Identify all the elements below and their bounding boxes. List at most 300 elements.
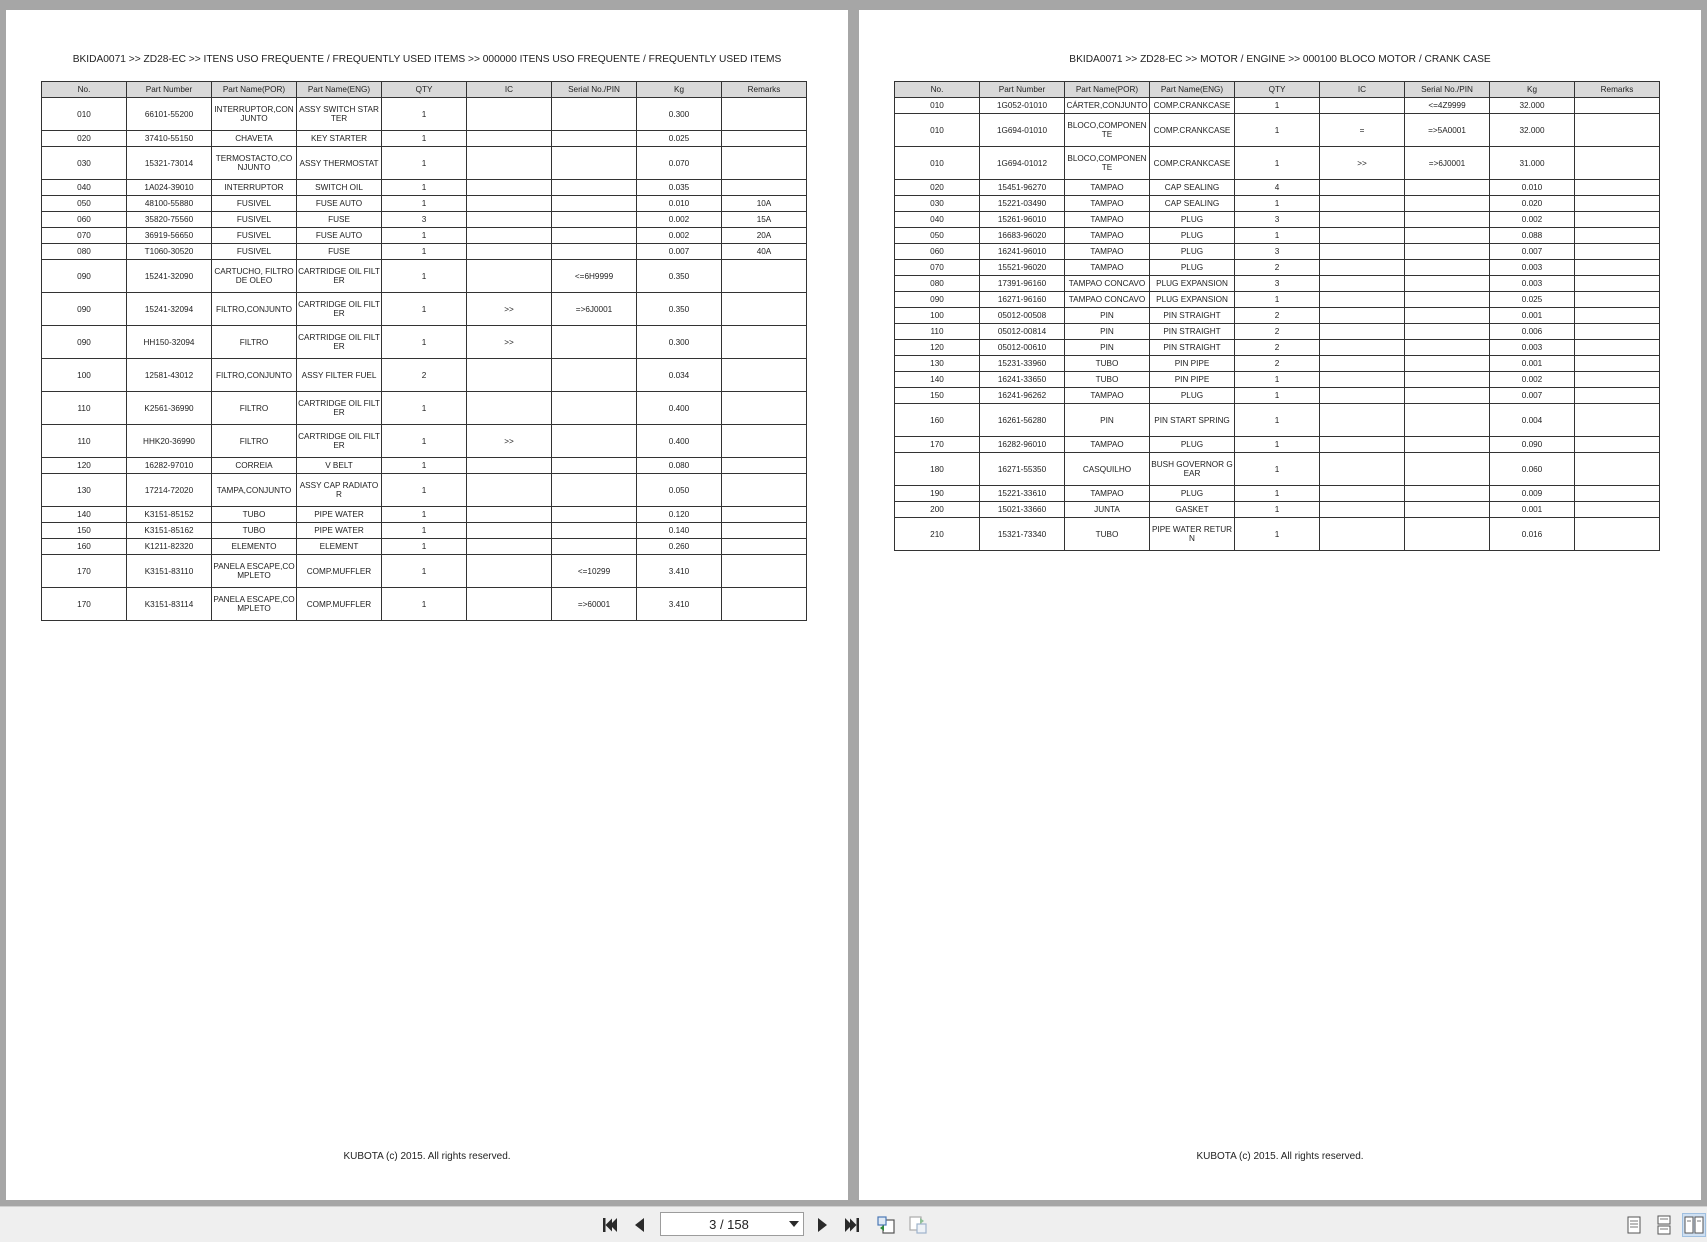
table-cell: 20A xyxy=(722,228,807,244)
table-cell: 1 xyxy=(1235,147,1320,180)
table-cell xyxy=(1575,324,1660,340)
table-cell: 090 xyxy=(895,292,980,308)
table-cell xyxy=(1405,196,1490,212)
table-cell: =>6J0001 xyxy=(552,293,637,326)
table-cell: =>60001 xyxy=(552,588,637,621)
column-header: Part Name(ENG) xyxy=(297,82,382,98)
table-cell: FILTRO xyxy=(212,326,297,359)
table-cell: >> xyxy=(467,326,552,359)
table-cell: 030 xyxy=(895,196,980,212)
table-cell xyxy=(1575,228,1660,244)
document-page-left xyxy=(6,10,848,1200)
table-cell: 2 xyxy=(1235,260,1320,276)
table-cell xyxy=(722,555,807,588)
table-cell: 17391-96160 xyxy=(980,276,1065,292)
table-cell: 15241-32094 xyxy=(127,293,212,326)
table-row xyxy=(895,180,1660,196)
table-cell xyxy=(552,196,637,212)
table-cell xyxy=(1320,196,1405,212)
table-cell: PIPE WATER RETURN xyxy=(1150,518,1235,551)
table-cell xyxy=(467,228,552,244)
forward-view-button[interactable] xyxy=(906,1213,930,1237)
first-page-icon xyxy=(601,1216,619,1234)
table-row xyxy=(42,196,807,212)
table-cell: 10A xyxy=(722,196,807,212)
table-cell xyxy=(1320,388,1405,404)
table-cell: 1 xyxy=(1235,98,1320,114)
table-cell xyxy=(467,180,552,196)
table-cell: 170 xyxy=(895,437,980,453)
table-cell xyxy=(1320,212,1405,228)
table-cell: COMP.MUFFLER xyxy=(297,555,382,588)
table-cell: 080 xyxy=(42,244,127,260)
table-cell xyxy=(722,507,807,523)
table-cell xyxy=(1405,260,1490,276)
table-cell xyxy=(552,147,637,180)
table-cell xyxy=(1405,180,1490,196)
table-cell: 3 xyxy=(382,212,467,228)
table-row xyxy=(42,212,807,228)
table-cell: CARTUCHO, FILTRO DE OLEO xyxy=(212,260,297,293)
table-cell xyxy=(1575,212,1660,228)
column-header: Part Name(ENG) xyxy=(1150,82,1235,98)
back-view-icon xyxy=(876,1215,896,1235)
table-cell xyxy=(722,98,807,131)
table-cell: TUBO xyxy=(1065,356,1150,372)
table-cell: PIN xyxy=(1065,308,1150,324)
table-cell: 1 xyxy=(1235,114,1320,147)
table-cell: 0.035 xyxy=(637,180,722,196)
table-row xyxy=(895,502,1660,518)
table-cell: 120 xyxy=(895,340,980,356)
table-cell: 090 xyxy=(42,293,127,326)
table-cell: ELEMENTO xyxy=(212,539,297,555)
table-cell: FUSIVEL xyxy=(212,228,297,244)
first-page-button[interactable] xyxy=(598,1213,622,1237)
table-cell xyxy=(552,228,637,244)
table-cell xyxy=(1405,356,1490,372)
table-cell: 020 xyxy=(895,180,980,196)
table-cell: 1 xyxy=(382,555,467,588)
table-cell: 15241-32090 xyxy=(127,260,212,293)
table-row xyxy=(895,228,1660,244)
table-cell: 0.002 xyxy=(1490,212,1575,228)
table-cell: 060 xyxy=(42,212,127,228)
table-row xyxy=(895,324,1660,340)
table-cell: 15231-33960 xyxy=(980,356,1065,372)
table-row xyxy=(895,212,1660,228)
table-cell: 1 xyxy=(382,539,467,555)
table-cell: 05012-00814 xyxy=(980,324,1065,340)
table-cell: 0.300 xyxy=(637,326,722,359)
table-cell xyxy=(722,260,807,293)
table-cell: 15A xyxy=(722,212,807,228)
table-row xyxy=(895,308,1660,324)
table-cell: 2 xyxy=(1235,356,1320,372)
table-cell: 1 xyxy=(382,326,467,359)
parts-table xyxy=(41,81,807,621)
table-cell: 0.006 xyxy=(1490,324,1575,340)
table-cell: COMP.CRANKCASE xyxy=(1150,147,1235,180)
table-cell xyxy=(1320,324,1405,340)
table-row xyxy=(42,539,807,555)
table-cell: PLUG xyxy=(1150,244,1235,260)
table-cell xyxy=(1320,180,1405,196)
table-cell: 100 xyxy=(42,359,127,392)
table-cell: 0.090 xyxy=(1490,437,1575,453)
table-cell: 05012-00610 xyxy=(980,340,1065,356)
table-row xyxy=(895,114,1660,147)
previous-page-icon xyxy=(631,1216,649,1234)
table-cell: 210 xyxy=(895,518,980,551)
table-cell: 16271-55350 xyxy=(980,453,1065,486)
table-cell xyxy=(467,212,552,228)
table-cell: FUSE AUTO xyxy=(297,228,382,244)
table-cell: INTERRUPTOR xyxy=(212,180,297,196)
column-header: Part Number xyxy=(127,82,212,98)
column-header: QTY xyxy=(382,82,467,98)
table-cell xyxy=(552,539,637,555)
table-cell xyxy=(1405,437,1490,453)
table-cell: PIN xyxy=(1065,404,1150,437)
table-cell: 0.025 xyxy=(637,131,722,147)
table-cell: 3 xyxy=(1235,244,1320,260)
table-cell xyxy=(1575,114,1660,147)
table-cell xyxy=(722,131,807,147)
table-cell: 0.070 xyxy=(637,147,722,180)
table-cell: 0.260 xyxy=(637,539,722,555)
table-cell: 0.003 xyxy=(1490,260,1575,276)
table-cell: >> xyxy=(467,293,552,326)
table-cell: ASSY SWITCH STARTER xyxy=(297,98,382,131)
table-cell: 0.007 xyxy=(1490,388,1575,404)
table-cell xyxy=(1320,98,1405,114)
table-cell: CARTRIDGE OIL FILTER xyxy=(297,392,382,425)
table-row xyxy=(895,196,1660,212)
table-cell: 1 xyxy=(1235,228,1320,244)
table-row xyxy=(42,507,807,523)
table-cell xyxy=(552,359,637,392)
next-page-button[interactable] xyxy=(810,1213,834,1237)
continuous-view-button[interactable] xyxy=(1652,1213,1676,1237)
table-cell: CHAVETA xyxy=(212,131,297,147)
table-cell: 15321-73014 xyxy=(127,147,212,180)
table-cell: PLUG EXPANSION xyxy=(1150,276,1235,292)
table-cell: 16241-96262 xyxy=(980,388,1065,404)
table-row xyxy=(895,340,1660,356)
table-cell: 150 xyxy=(895,388,980,404)
table-row xyxy=(895,147,1660,180)
table-cell: ELEMENT xyxy=(297,539,382,555)
table-cell xyxy=(1320,404,1405,437)
table-cell: GASKET xyxy=(1150,502,1235,518)
table-cell xyxy=(1575,98,1660,114)
table-cell xyxy=(1405,486,1490,502)
table-cell: TUBO xyxy=(1065,372,1150,388)
table-cell xyxy=(1575,453,1660,486)
single-page-view-button[interactable] xyxy=(1622,1213,1646,1237)
table-cell: KEY STARTER xyxy=(297,131,382,147)
table-cell: 0.007 xyxy=(1490,244,1575,260)
table-cell xyxy=(552,392,637,425)
table-row xyxy=(42,147,807,180)
table-cell: 1 xyxy=(382,474,467,507)
table-cell: 070 xyxy=(895,260,980,276)
table-cell xyxy=(1405,324,1490,340)
last-page-button[interactable] xyxy=(840,1213,864,1237)
table-cell: 0.140 xyxy=(637,523,722,539)
table-cell xyxy=(467,507,552,523)
table-cell: T1060-30520 xyxy=(127,244,212,260)
continuous-page-icon xyxy=(1656,1215,1672,1235)
table-row xyxy=(895,437,1660,453)
table-cell: =>6J0001 xyxy=(1405,147,1490,180)
table-cell: TAMPAO xyxy=(1065,244,1150,260)
table-cell: 0.020 xyxy=(1490,196,1575,212)
table-cell: 1 xyxy=(382,244,467,260)
table-cell: INTERRUPTOR,CONJUNTO xyxy=(212,98,297,131)
table-cell: 0.400 xyxy=(637,392,722,425)
table-cell xyxy=(1575,388,1660,404)
table-cell: 32.000 xyxy=(1490,98,1575,114)
table-cell: 2 xyxy=(1235,340,1320,356)
table-cell: 3 xyxy=(1235,276,1320,292)
table-cell xyxy=(1320,292,1405,308)
table-cell: 0.001 xyxy=(1490,502,1575,518)
table-cell: 4 xyxy=(1235,180,1320,196)
table-cell: HHK20-36990 xyxy=(127,425,212,458)
table-row xyxy=(42,131,807,147)
table-cell xyxy=(1405,244,1490,260)
table-cell xyxy=(1575,147,1660,180)
table-cell: 0.016 xyxy=(1490,518,1575,551)
table-cell: COMP.CRANKCASE xyxy=(1150,114,1235,147)
table-cell: FILTRO xyxy=(212,425,297,458)
table-cell: 0.350 xyxy=(637,260,722,293)
table-cell: PIN STRAIGHT xyxy=(1150,340,1235,356)
table-row xyxy=(895,372,1660,388)
table-cell: 66101-55200 xyxy=(127,98,212,131)
table-cell: 37410-55150 xyxy=(127,131,212,147)
table-cell: PIPE WATER xyxy=(297,523,382,539)
table-cell: CARTRIDGE OIL FILTER xyxy=(297,293,382,326)
page-dropdown-button[interactable] xyxy=(785,1221,803,1227)
table-cell: 1 xyxy=(382,458,467,474)
table-cell: 080 xyxy=(895,276,980,292)
table-cell: 0.034 xyxy=(637,359,722,392)
table-cell: 2 xyxy=(1235,308,1320,324)
table-cell: PLUG xyxy=(1150,437,1235,453)
table-cell: 0.400 xyxy=(637,425,722,458)
table-cell: 0.002 xyxy=(637,228,722,244)
table-cell xyxy=(722,392,807,425)
table-cell: 1 xyxy=(382,507,467,523)
table-cell xyxy=(722,425,807,458)
table-cell: 2 xyxy=(1235,324,1320,340)
table-cell: FILTRO xyxy=(212,392,297,425)
column-header: No. xyxy=(42,82,127,98)
table-cell: PIN xyxy=(1065,340,1150,356)
table-cell: 0.009 xyxy=(1490,486,1575,502)
table-cell: 010 xyxy=(895,98,980,114)
table-cell: 140 xyxy=(42,507,127,523)
table-cell: 070 xyxy=(42,228,127,244)
table-cell xyxy=(722,147,807,180)
table-cell xyxy=(1405,518,1490,551)
table-header-row xyxy=(42,82,807,98)
table-cell: 020 xyxy=(42,131,127,147)
table-cell: 010 xyxy=(42,98,127,131)
table-cell: 1G052-01010 xyxy=(980,98,1065,114)
column-header: Kg xyxy=(1490,82,1575,98)
table-cell xyxy=(1405,292,1490,308)
table-cell: CÁRTER,CONJUNTO xyxy=(1065,98,1150,114)
table-row xyxy=(42,293,807,326)
table-cell: CORREIA xyxy=(212,458,297,474)
table-cell: 0.025 xyxy=(1490,292,1575,308)
table-header-row xyxy=(895,82,1660,98)
table-cell: 1 xyxy=(1235,372,1320,388)
table-cell xyxy=(1575,356,1660,372)
table-cell: SWITCH OIL xyxy=(297,180,382,196)
table-cell: 1 xyxy=(382,523,467,539)
table-cell: PIN PIPE xyxy=(1150,372,1235,388)
table-cell xyxy=(1405,212,1490,228)
table-cell: FILTRO,CONJUNTO xyxy=(212,293,297,326)
table-cell xyxy=(1320,502,1405,518)
table-cell: PIN PIPE xyxy=(1150,356,1235,372)
table-cell: >> xyxy=(467,425,552,458)
table-cell: PLUG xyxy=(1150,388,1235,404)
table-cell: TAMPAO xyxy=(1065,437,1150,453)
column-header: Remarks xyxy=(1575,82,1660,98)
table-cell: 16241-33650 xyxy=(980,372,1065,388)
table-cell: TAMPAO xyxy=(1065,486,1150,502)
table-cell: 040 xyxy=(42,180,127,196)
table-cell: 0.004 xyxy=(1490,404,1575,437)
table-cell: CARTRIDGE OIL FILTER xyxy=(297,260,382,293)
table-cell: >> xyxy=(1320,147,1405,180)
table-cell: K1211-82320 xyxy=(127,539,212,555)
table-cell: PLUG EXPANSION xyxy=(1150,292,1235,308)
table-cell: COMP.CRANKCASE xyxy=(1150,98,1235,114)
table-cell: TAMPA,CONJUNTO xyxy=(212,474,297,507)
table-cell: 2 xyxy=(382,359,467,392)
table-cell: 0.002 xyxy=(1490,372,1575,388)
table-row xyxy=(42,98,807,131)
table-cell: 1 xyxy=(382,98,467,131)
table-cell: K3151-85162 xyxy=(127,523,212,539)
table-cell: 170 xyxy=(42,588,127,621)
table-cell xyxy=(1405,388,1490,404)
table-cell: FUSE AUTO xyxy=(297,196,382,212)
table-cell: 1 xyxy=(1235,502,1320,518)
table-cell xyxy=(1320,340,1405,356)
back-view-button[interactable] xyxy=(874,1213,898,1237)
table-cell: 16282-97010 xyxy=(127,458,212,474)
table-cell: TAMPAO xyxy=(1065,180,1150,196)
table-cell: PIN STRAIGHT xyxy=(1150,308,1235,324)
table-cell xyxy=(1320,486,1405,502)
table-cell: 1G694-01012 xyxy=(980,147,1065,180)
table-cell xyxy=(467,147,552,180)
table-cell: 010 xyxy=(895,114,980,147)
table-cell: ASSY THERMOSTAT xyxy=(297,147,382,180)
table-cell: <=10299 xyxy=(552,555,637,588)
table-cell: 110 xyxy=(895,324,980,340)
table-cell: K3151-85152 xyxy=(127,507,212,523)
table-cell: 110 xyxy=(42,425,127,458)
table-cell: 0.120 xyxy=(637,507,722,523)
table-cell: PIN STRAIGHT xyxy=(1150,324,1235,340)
two-page-view-button[interactable] xyxy=(1682,1213,1706,1237)
table-cell xyxy=(1575,437,1660,453)
table-cell: TAMPAO CONCAVO xyxy=(1065,276,1150,292)
table-cell xyxy=(722,474,807,507)
table-cell xyxy=(1320,372,1405,388)
table-cell: 010 xyxy=(895,147,980,180)
table-cell: 0.007 xyxy=(637,244,722,260)
table-cell: 1 xyxy=(382,228,467,244)
viewer-toolbar xyxy=(0,1206,1707,1242)
table-cell: 16241-96010 xyxy=(980,244,1065,260)
table-cell: COMP.MUFFLER xyxy=(297,588,382,621)
table-cell: = xyxy=(1320,114,1405,147)
table-cell xyxy=(552,474,637,507)
table-row xyxy=(42,555,807,588)
next-page-icon xyxy=(813,1216,831,1234)
column-header: Part Name(POR) xyxy=(212,82,297,98)
table-cell: FUSE xyxy=(297,212,382,228)
table-cell: 050 xyxy=(42,196,127,212)
table-cell: ASSY CAP RADIATOR xyxy=(297,474,382,507)
table-row xyxy=(895,292,1660,308)
table-cell: FUSIVEL xyxy=(212,196,297,212)
table-row xyxy=(42,588,807,621)
table-cell xyxy=(1575,372,1660,388)
page-number-field[interactable] xyxy=(660,1212,804,1236)
table-cell: 16261-56280 xyxy=(980,404,1065,437)
table-cell: K2561-36990 xyxy=(127,392,212,425)
table-cell xyxy=(1405,404,1490,437)
table-cell: 15521-96020 xyxy=(980,260,1065,276)
table-row xyxy=(42,425,807,458)
table-cell xyxy=(1575,244,1660,260)
table-row xyxy=(42,326,807,359)
column-header: Remarks xyxy=(722,82,807,98)
table-cell: 0.060 xyxy=(1490,453,1575,486)
table-cell: 1 xyxy=(382,196,467,212)
table-cell: =>5A0001 xyxy=(1405,114,1490,147)
previous-page-button[interactable] xyxy=(628,1213,652,1237)
table-cell xyxy=(1575,260,1660,276)
table-row xyxy=(895,453,1660,486)
table-cell xyxy=(1320,356,1405,372)
table-cell: CAP SEALING xyxy=(1150,180,1235,196)
table-row xyxy=(895,356,1660,372)
table-cell xyxy=(467,523,552,539)
table-cell: 090 xyxy=(42,326,127,359)
table-cell: 40A xyxy=(722,244,807,260)
table-cell xyxy=(1575,292,1660,308)
table-cell: 1 xyxy=(382,392,467,425)
table-row xyxy=(42,392,807,425)
table-cell: 140 xyxy=(895,372,980,388)
page-number-text: 3 / 158 xyxy=(709,1216,749,1232)
table-cell xyxy=(467,244,552,260)
table-cell xyxy=(467,196,552,212)
forward-view-icon xyxy=(908,1215,928,1235)
